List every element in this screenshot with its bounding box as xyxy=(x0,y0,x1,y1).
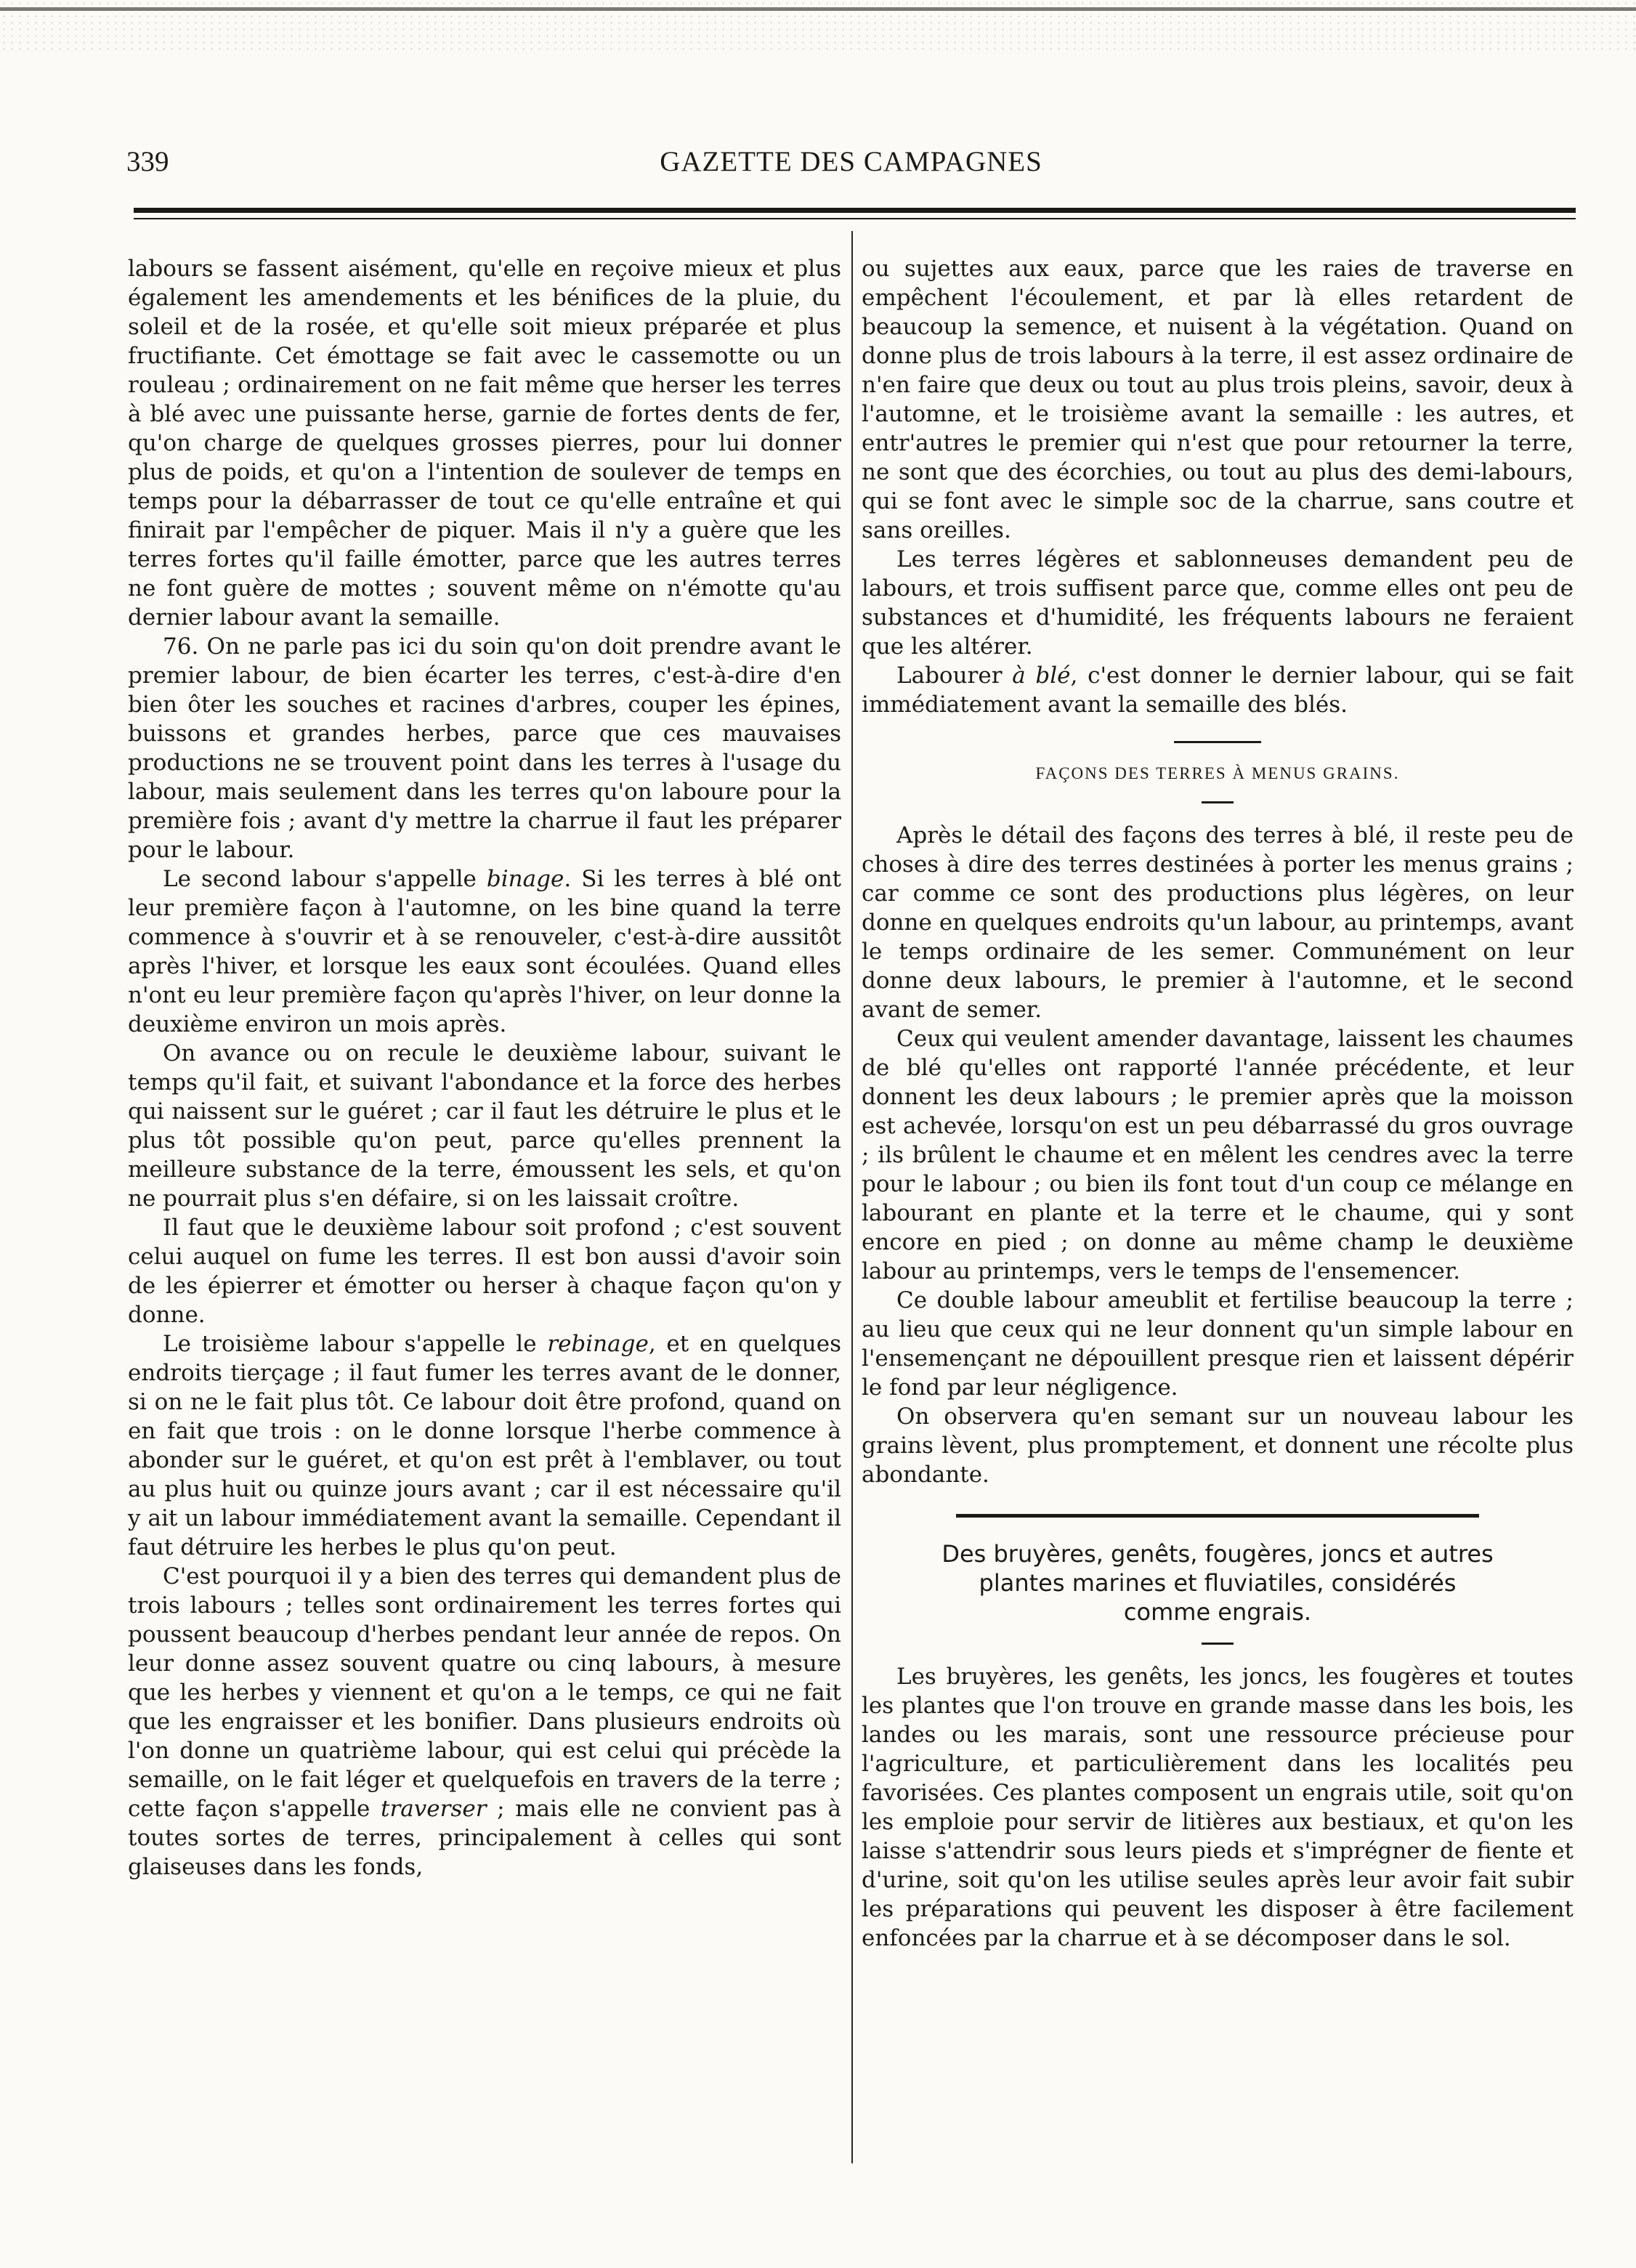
paragraph: labours se fassent aisément, qu'elle en reçoive mieux et plus également les amendements et les bénifices de la pluie, du soleil et de la rosée, et qu'elle soit mieux préparée et plus fructifiante. Cet émottage se fait avec le cassemotte ou un rouleau ; ordinairement on ne fait même que herser les terres à blé avec une puissante herse, garnie de fortes dents de fer, qu'on charge de quelques grosses pierres, pour lui donner plus de poids, et qu'on a l'intention de soulever de temps en temps pour la débarrasser de tout ce qu'elle entraîne et qui finirait par l'empêcher de piquer. Mais il n'y a guère que les terres fortes qu'il faille émotter, parce que les autres terres ne font guère de mottes ; souvent même on n'émotte qu'au dernier labour avant la semaille. xyxy=(128,256,841,631)
section-rule-small xyxy=(1202,801,1234,803)
paragraph-text: C'est pourquoi il y a bien des terres qui demandent plus de trois labours ; telles sont ordinairement les terres fortes qui poussent beaucoup d'herbes pendant leur année de repos. On leur donne assez souvent quatre ou cinq labours, à mesure que les herbes y viennent et qu'on a le temps, ce qui ne fait que les engraisser et les bonifier. Dans plusieurs endroits où l'on donne un quatrième labour, qui est celui qui précède la semaille, on le fait léger et quelquefois en travers de la terre ; cette façon s'appelle xyxy=(128,1563,841,1822)
paragraph xyxy=(128,864,841,1039)
paragraph: Après le détail des façons des terres à blé, il reste peu de choses à dire des terres destinées à porter les menus grains ; car comme ce sont des productions plus légères, on leur donne en quelques endroits qu'un labour, au printemps, avant le temps ordinaire de les semer. Communément on leur donne deux labours, le premier à l'automne, et le second avant de semer. xyxy=(862,822,1574,1023)
paragraph-text: Le second labour s'appelle xyxy=(163,866,487,892)
paragraph: Les bruyères, les genêts, les joncs, les fougères et toutes les plantes que l'on trouve en grande masse dans les bois, les landes ou les marais, sont une ressource précieuse pour l'agriculture, et particulièrement dans les localités peu favorisées. Ces plantes composent un engrais utile, soit qu'on les emploie pour servir de litières aux bestiaux, et qu'on les laisse s'attendrir sous leurs pieds et s'imprégner de fiente et d'urine, soit qu'on les utilise seules après leur avoir fait subir les préparations qui peuvent les disposer à être facilement enfoncées par la charrue et à se décomposer dans le sol. xyxy=(862,1664,1574,1951)
paragraph xyxy=(128,1562,841,1882)
paragraph xyxy=(128,1329,841,1562)
right-column xyxy=(862,254,1574,1953)
article-separator xyxy=(956,1514,1479,1518)
italic-term: traverser xyxy=(381,1796,487,1822)
article-title-line: plantes marines et fluviatiles, considérés xyxy=(979,1569,1457,1597)
paragraph xyxy=(862,661,1574,719)
paragraph-text: , et en quelques endroits tierçage ; il faut fumer les terres avant de le donner, si on ne le fait plus tôt. Ce labour doit être profond, quand on en fait que trois : on le donne lorsque l'herbe commence à abonder sur le guéret, et qu'on est prêt à l'emblaver, ou tout au plus huit ou quinze jours avant ; car il est nécessaire qu'il y ait un labour immédiatement avant la semaille. Cependant il faut détruire les herbes le plus qu'on peut. xyxy=(128,1331,841,1560)
paragraph-text: ; mais elle ne convient pas à toutes sortes de terres, principalement à celles qui sont glaiseuses dans les fonds, xyxy=(128,1796,842,1880)
journal-title: GAZETTE DES CAMPAGNES xyxy=(660,146,1042,177)
paragraph: Les terres légères et sablonneuses demandent peu de labours, et trois suffisent parce que, comme elles ont peu de substances et d'humidité, les fréquents labours ne feraient que les altérer. xyxy=(862,546,1574,660)
article-title-line: comme engrais. xyxy=(1123,1598,1312,1626)
paragraph-text: 76. On ne parle pas ici du soin qu'on doit prendre avant le premier labour, de bien écarter les terres, c'est-à-dire d'en bien ôter les souches et racines d'arbres, couper les épines, buissons et grandes herbes, parce que ces mauvaises productions ne se trouvent point dans les terres à l'usage du labour, mais seulement dans les terres qu'on laboure pour la première fois ; avant d'y mettre la charrue il faut les préparer pour le labour. xyxy=(128,633,841,863)
italic-term: binage xyxy=(486,866,564,892)
paragraph: ou sujettes aux eaux, parce que les raies de traverse en empêchent l'écoulement, et par là elles retardent de beaucoup la semence, et nuisent à la végétation. Quand on donne plus de trois labours à la terre, il est assez ordinaire de n'en faire que deux ou tout au plus trois pleins, savoir, deux à l'automne, et le troisième avant la semaille : les autres, et entr'autres le premier qui n'est que pour retourner la terre, ne sont que des écorchies, ou tout au plus des demi-labours, qui se font avec le simple soc de la charrue, sans coutre et sans oreilles. xyxy=(862,256,1574,543)
page-number: 339 xyxy=(126,146,169,177)
column-divider xyxy=(851,231,853,2163)
header-rule-thin xyxy=(134,218,1576,219)
paragraph: Ce double labour ameublit et fertilise beaucoup la terre ; au lieu que ceux qui ne leur donnent qu'un simple labour en l'ensemençant ne dépouillent presque rien et laissent dépérir le fond par leur négligence. xyxy=(862,1287,1574,1401)
paragraph: Ceux qui veulent amender davantage, laissent les chaumes de blé qu'elles ont rapporté l'année précédente, et leur donnent les deux labours ; le premier après que la moisson est achevée, lorsqu'on est un peu débarrassé du gros ouvrage ; ils brûlent le chaume et en mêlent les cendres avec la terre pour le labour ; ou bien ils font tout d'un coup ce mélange en labourant en plante et la terre et le chaume, qui y sont encore en pied ; on donne au même champ le deuxième labour au printemps, vers le temps de l'ensemencer. xyxy=(862,1026,1574,1284)
paragraph-text: Le troisième labour s'appelle le xyxy=(163,1331,548,1357)
paragraph-text: , c'est donner le dernier labour, qui se fait immédiatement avant la semaille des blés. xyxy=(862,663,1574,718)
header-rule-thick xyxy=(134,208,1576,213)
page-header xyxy=(126,145,1576,189)
paragraph: On avance ou on recule le deuxième labour, suivant le temps qu'il fait, et suivant l'abondance et la force des herbes qui naissent sur le guéret ; car il faut les détruire le plus et le plus tôt possible qu'on peut, parce qu'elles prennent la meilleure substance de la terre, émoussent les sels, et qu'on ne pourrait plus s'en défaire, si on les laissait croître. xyxy=(128,1040,841,1212)
paragraph: Il faut que le deuxième labour soit profond ; c'est souvent celui auquel on fume les terres. Il est bon aussi d'avoir soin de les épierrer et émotter ou herser à chaque façon qu'on y donne. xyxy=(128,1215,841,1328)
paragraph-text: . Si les terres à blé ont leur première façon à l'automne, on les bine quand la terre commence à s'ouvrir et à se renouveler, c'est-à-dire aussitôt après l'hiver, et lorsque les eaux sont écoulées. Quand elles n'ont eu leur première façon qu'après l'hiver, on leur donne la deuxième environ un mois après. xyxy=(128,866,841,1037)
page-top-edge xyxy=(0,7,1636,11)
article-title-rule xyxy=(1202,1643,1234,1645)
section-rule xyxy=(1174,741,1261,743)
section-title: FAÇONS DES TERRES À MENUS GRAINS. xyxy=(1035,764,1400,782)
paragraph: On observera qu'en semant sur un nouveau labour les grains lèvent, plus promptement, et donnent une récolte plus abondante. xyxy=(862,1404,1574,1488)
italic-term: à blé xyxy=(1012,663,1071,689)
italic-term: rebinage xyxy=(547,1331,649,1357)
paragraph xyxy=(128,632,841,864)
paragraph-text: Labourer xyxy=(896,663,1013,689)
left-column xyxy=(128,254,841,1882)
article-title-line: Des bruyères, genêts, fougères, joncs et autres xyxy=(941,1540,1494,1568)
